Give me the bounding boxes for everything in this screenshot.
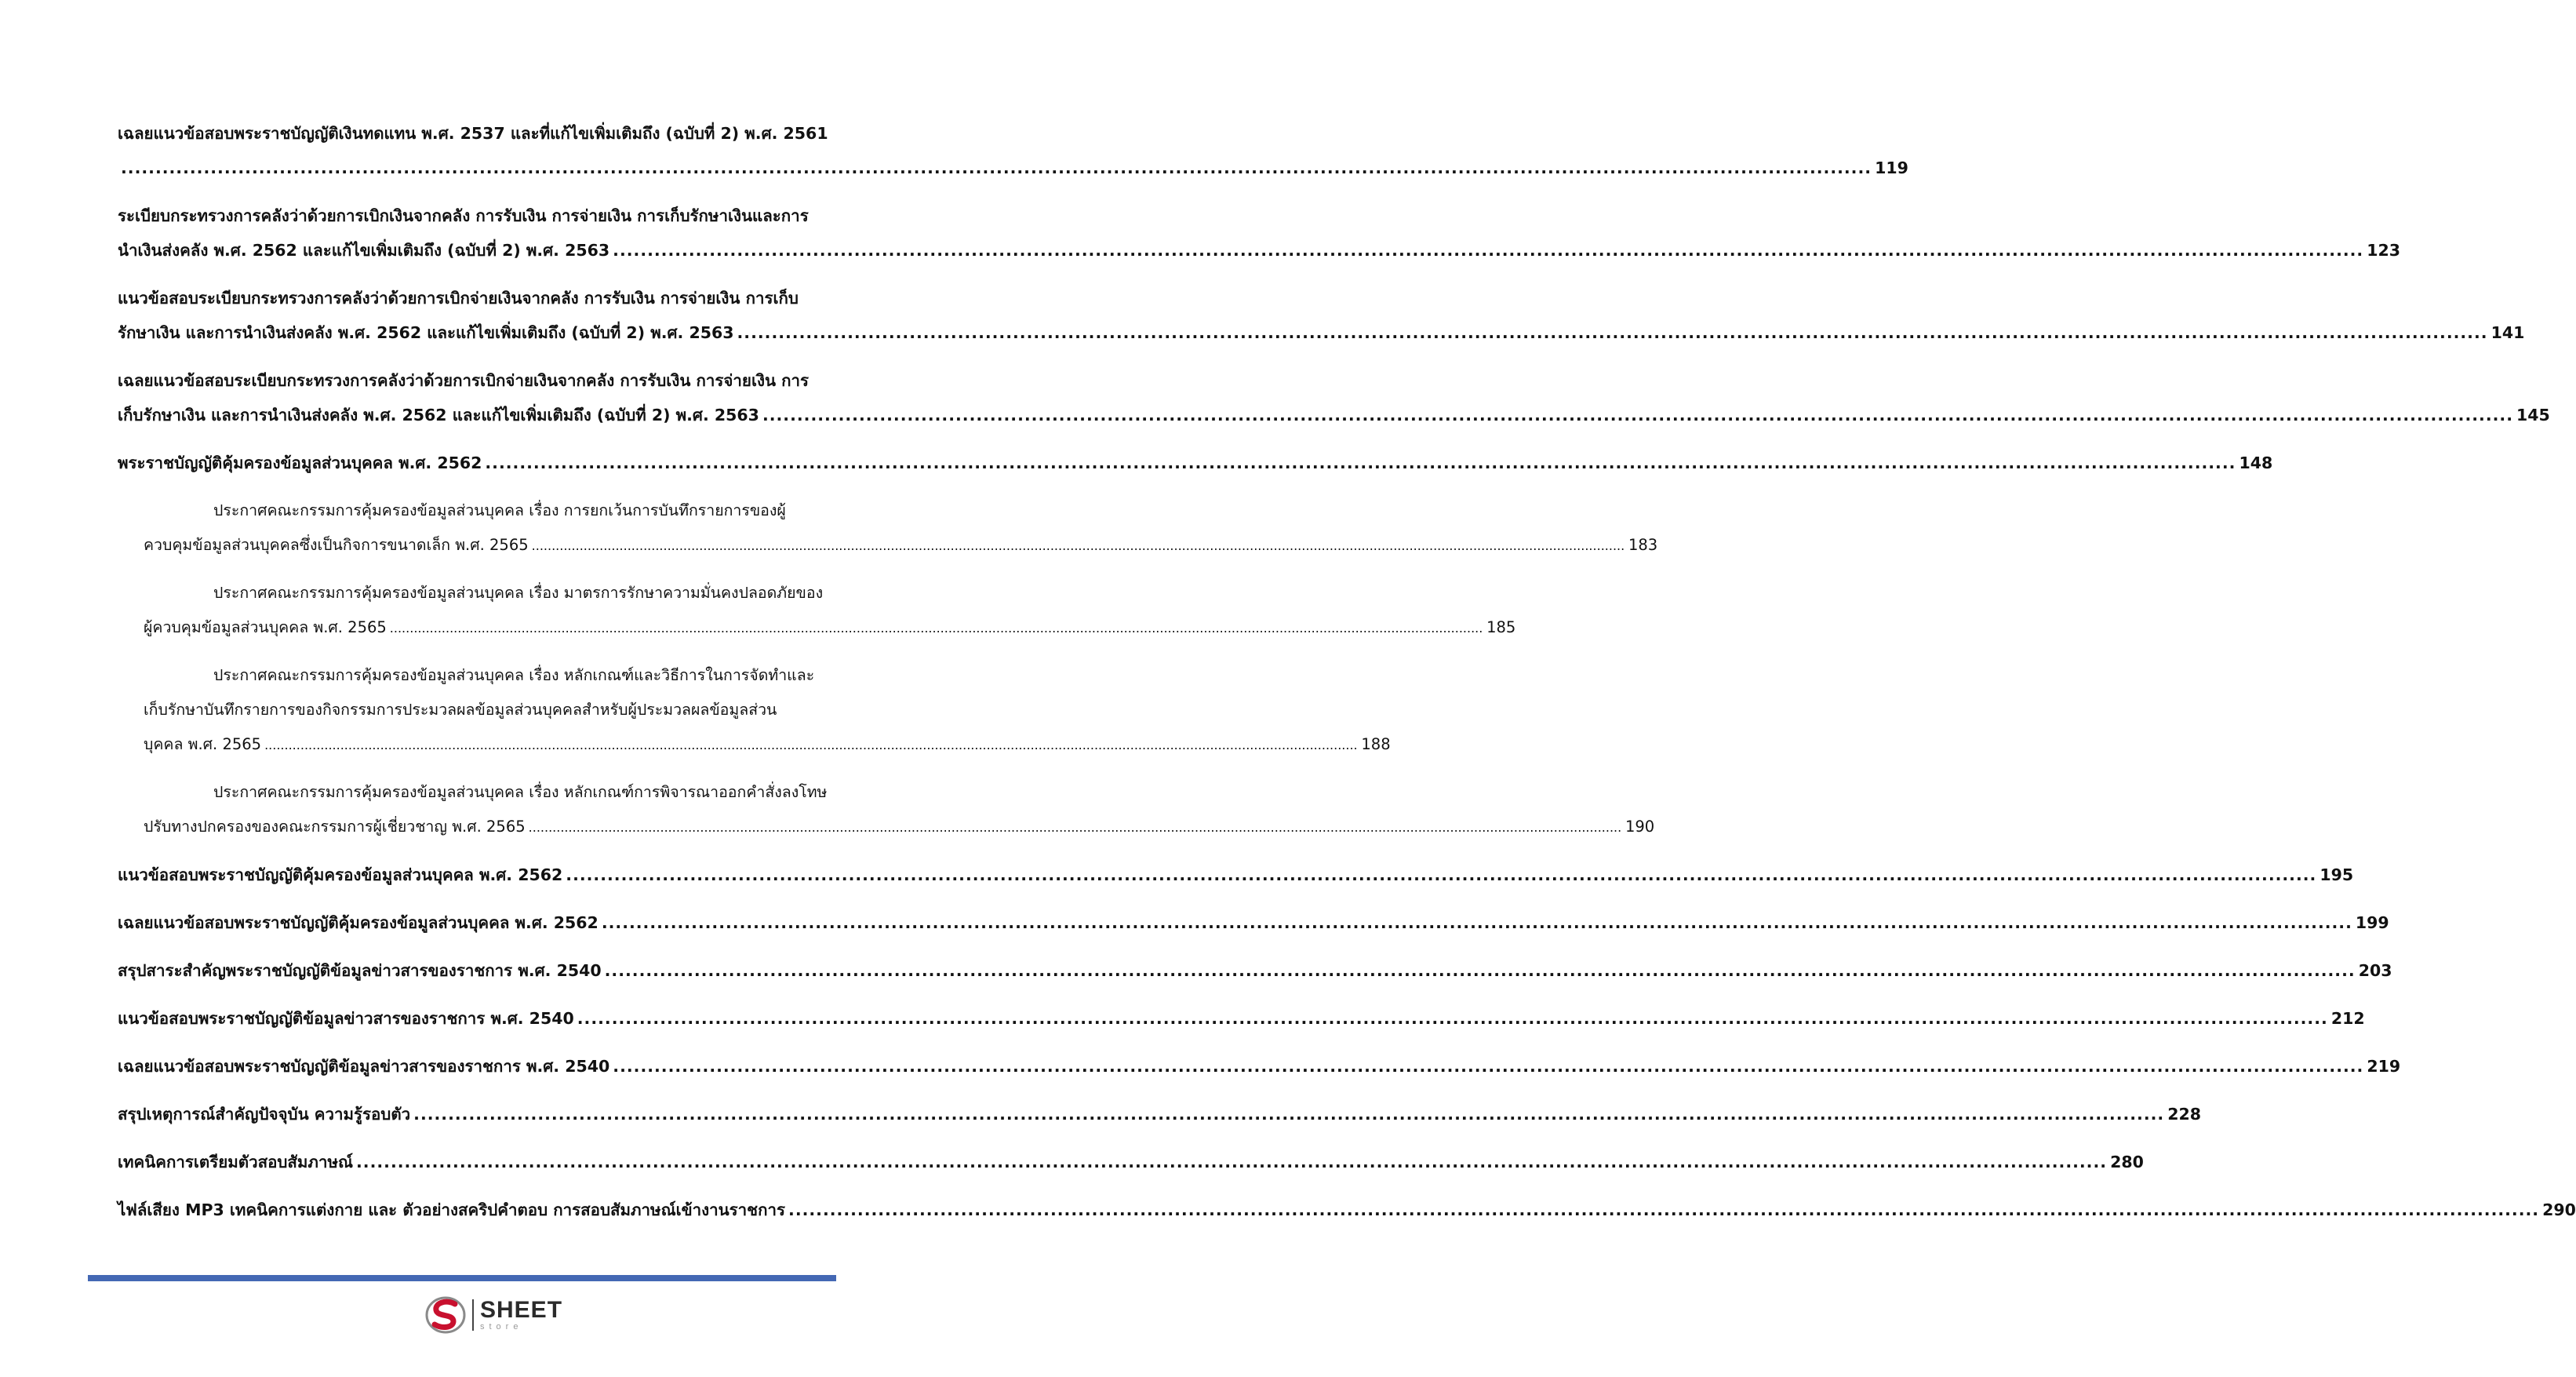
- toc-page-number: 290: [2542, 1200, 2576, 1219]
- footer-rule: [88, 1275, 836, 1281]
- toc-entry[interactable]: [118, 1049, 2401, 1084]
- dot-leader: ..............................................................................................................................................................................................................................................................: [121, 158, 1872, 177]
- toc-entry[interactable]: [118, 281, 2525, 350]
- toc-entry-title: แนวข้อสอบระเบียบกระทรวงการคลังว่าด้วยการเบิกจ่ายเงินจากคลัง การรับเงิน การจ่ายเงิน การเก็บ: [118, 289, 799, 308]
- toc-entry[interactable]: [118, 446, 2273, 480]
- toc-entry-title: รักษาเงิน และการนำเงินส่งคลัง พ.ศ. 2562 และแก้ไขเพิ่มเติมถึง (ฉบับที่ 2) พ.ศ. 2563: [118, 323, 734, 342]
- dot-leader: ..............................................................................................................................................................................................................................................................: [762, 406, 2513, 424]
- toc-entry-title: เฉลยแนวข้อสอบพระราชบัญญัติเงินทดแทน พ.ศ. 2537 และที่แก้ไขเพิ่มเติมถึง (ฉบับที่ 2) พ.ศ. 2561: [118, 124, 828, 143]
- toc-entry-title: พระราชบัญญัติคุ้มครองข้อมูลส่วนบุคคล พ.ศ. 2562: [118, 454, 482, 472]
- toc-entry-title: ระเบียบกระทรวงการคลังว่าด้วยการเบิกเงินจากคลัง การรับเงิน การจ่ายเงิน การเก็บรักษาเงินและการ: [118, 206, 809, 225]
- toc-entry-title: บุคคล พ.ศ. 2565: [144, 735, 262, 753]
- toc-subentry[interactable]: [118, 576, 1516, 645]
- toc-subentry[interactable]: [118, 494, 1658, 563]
- toc-entry-title: ประกาศคณะกรรมการคุ้มครองข้อมูลส่วนบุคคล เรื่อง มาตรการรักษาความมั่นคงปลอดภัยของ: [213, 584, 824, 602]
- toc-page-number: 148: [2239, 454, 2273, 472]
- toc-page-number: 188: [1361, 735, 1391, 753]
- toc-entry-title: สรุปสาระสำคัญพระราชบัญญัติข้อมูลข่าวสารของราชการ พ.ศ. 2540: [118, 961, 602, 980]
- toc-entry-title: ประกาศคณะกรรมการคุ้มครองข้อมูลส่วนบุคคล เรื่อง หลักเกณฑ์และวิธีการในการจัดทำและ: [213, 666, 815, 684]
- dot-leader: ..............................................................................................................................................................................................................................................................: [577, 1009, 2328, 1028]
- toc-entry[interactable]: [118, 905, 2389, 940]
- dot-leader: ..............................................................................................................................................................................................................................................................: [737, 323, 2488, 342]
- logo-divider: [472, 1299, 474, 1331]
- toc-page-number: 228: [2167, 1105, 2202, 1124]
- toc-page-number: 280: [2110, 1153, 2144, 1171]
- toc-page-number: 145: [2516, 406, 2550, 424]
- sheet-store-logo: [424, 1295, 562, 1335]
- toc-entry[interactable]: [118, 199, 2401, 268]
- dot-leader: ..............................................................................................................................................................................................................................................................: [413, 1105, 2165, 1124]
- table-of-contents: [118, 116, 2576, 1240]
- dot-leader: ..............................................................................................................................................................................................................................................................: [604, 961, 2356, 980]
- toc-page-number: 141: [2490, 323, 2525, 342]
- toc-entry-title: นำเงินส่งคลัง พ.ศ. 2562 และแก้ไขเพิ่มเติมถึง (ฉบับที่ 2) พ.ศ. 2563: [118, 241, 610, 260]
- toc-page-number: 183: [1628, 536, 1658, 554]
- toc-entry[interactable]: [118, 116, 1908, 185]
- toc-entry-title: ปรับทางปกครองของคณะกรรมการผู้เชี่ยวชาญ พ.ศ. 2565: [144, 818, 526, 836]
- dot-leader: ..............................................................................................................................................................................................................................................................: [356, 1153, 2108, 1171]
- toc-entry-title: เฉลยแนวข้อสอบพระราชบัญญัติข้อมูลข่าวสารของราชการ พ.ศ. 2540: [118, 1057, 610, 1076]
- dot-leader: ..............................................................................................................................................................................................................................................................: [601, 913, 2352, 932]
- toc-entry-title: เฉลยแนวข้อสอบพระราชบัญญัติคุ้มครองข้อมูลส่วนบุคคล พ.ศ. 2562: [118, 913, 599, 932]
- dot-leader: ..............................................................................................................................................................................................................................................................: [485, 454, 2236, 472]
- dot-leader: ..............................................................................................................................................................................................................................................................: [613, 1057, 2364, 1076]
- toc-entry-title: แนวข้อสอบพระราชบัญญัติคุ้มครองข้อมูลส่วนบุคคล พ.ศ. 2562: [118, 865, 563, 884]
- toc-entry[interactable]: [118, 1193, 2576, 1227]
- toc-entry-title: เทคนิคการเตรียมตัวสอบสัมภาษณ์: [118, 1153, 353, 1171]
- s-monogram-icon: [424, 1295, 468, 1335]
- dot-leader: ..................................................................................................................................................................................................................................................................................: [531, 538, 1625, 553]
- toc-entry[interactable]: [118, 1097, 2202, 1131]
- toc-entry-title: สรุปเหตุการณ์สำคัญปัจจุบัน ความรู้รอบตัว: [118, 1105, 411, 1124]
- toc-entry[interactable]: [118, 953, 2392, 988]
- toc-page-number: 123: [2367, 241, 2401, 260]
- dot-leader: ..............................................................................................................................................................................................................................................................: [613, 241, 2364, 260]
- dot-leader: ..............................................................................................................................................................................................................................................................: [788, 1200, 2540, 1219]
- toc-entry-title: เฉลยแนวข้อสอบระเบียบกระทรวงการคลังว่าด้วยการเบิกจ่ายเงินจากคลัง การรับเงิน การจ่ายเงิน การ: [118, 371, 810, 390]
- toc-entry-title: เก็บรักษาเงิน และการนำเงินส่งคลัง พ.ศ. 2562 และแก้ไขเพิ่มเติมถึง (ฉบับที่ 2) พ.ศ. 2563: [118, 406, 759, 424]
- toc-entry[interactable]: [118, 1145, 2144, 1179]
- toc-entry[interactable]: [118, 1001, 2365, 1036]
- toc-page-number: 195: [2319, 865, 2354, 884]
- logo-subword: store: [480, 1322, 523, 1331]
- toc-page-number: 203: [2358, 961, 2392, 980]
- toc-entry[interactable]: [118, 858, 2354, 892]
- toc-page-number: 212: [2330, 1009, 2365, 1028]
- toc-page-number: 199: [2355, 913, 2389, 932]
- toc-page-number: 185: [1486, 618, 1516, 636]
- logo-wordmark: SHEET: [480, 1297, 563, 1323]
- toc-entry-title: ควบคุมข้อมูลส่วนบุคคลซึ่งเป็นกิจการขนาดเล็ก พ.ศ. 2565: [144, 536, 529, 554]
- toc-entry[interactable]: [118, 363, 2550, 432]
- toc-page-number: 190: [1625, 818, 1655, 836]
- dot-leader: ..................................................................................................................................................................................................................................................................................: [389, 621, 1483, 636]
- toc-entry-title: ผู้ควบคุมข้อมูลส่วนบุคคล พ.ศ. 2565: [144, 618, 387, 636]
- toc-subentry[interactable]: [118, 775, 1655, 844]
- toc-entry-title: ประกาศคณะกรรมการคุ้มครองข้อมูลส่วนบุคคล เรื่อง หลักเกณฑ์การพิจารณาออกคำสั่งลงโทษ: [213, 783, 828, 801]
- toc-subentry[interactable]: [118, 658, 1391, 762]
- toc-entry-title: เก็บรักษาบันทึกรายการของกิจกรรมการประมวลผลข้อมูลส่วนบุคคลสำหรับผู้ประมวลผลข้อมูลส่วน: [144, 701, 777, 719]
- toc-entry-title: ประกาศคณะกรรมการคุ้มครองข้อมูลส่วนบุคคล เรื่อง การยกเว้นการบันทึกรายการของผู้: [213, 501, 786, 519]
- toc-entry-title: ไฟล์เสียง MP3 เทคนิคการแต่งกาย และ ตัวอย่างสคริปคำตอบ การสอบสัมภาษณ์เข้างานราชการ: [118, 1200, 786, 1219]
- dot-leader: ..............................................................................................................................................................................................................................................................: [566, 865, 2317, 884]
- dot-leader: ..................................................................................................................................................................................................................................................................................: [264, 738, 1358, 752]
- dot-leader: ..................................................................................................................................................................................................................................................................................: [528, 820, 1622, 835]
- toc-page-number: 119: [1875, 158, 1908, 177]
- toc-page-number: 219: [2367, 1057, 2401, 1076]
- toc-entry-title: แนวข้อสอบพระราชบัญญัติข้อมูลข่าวสารของราชการ พ.ศ. 2540: [118, 1009, 574, 1028]
